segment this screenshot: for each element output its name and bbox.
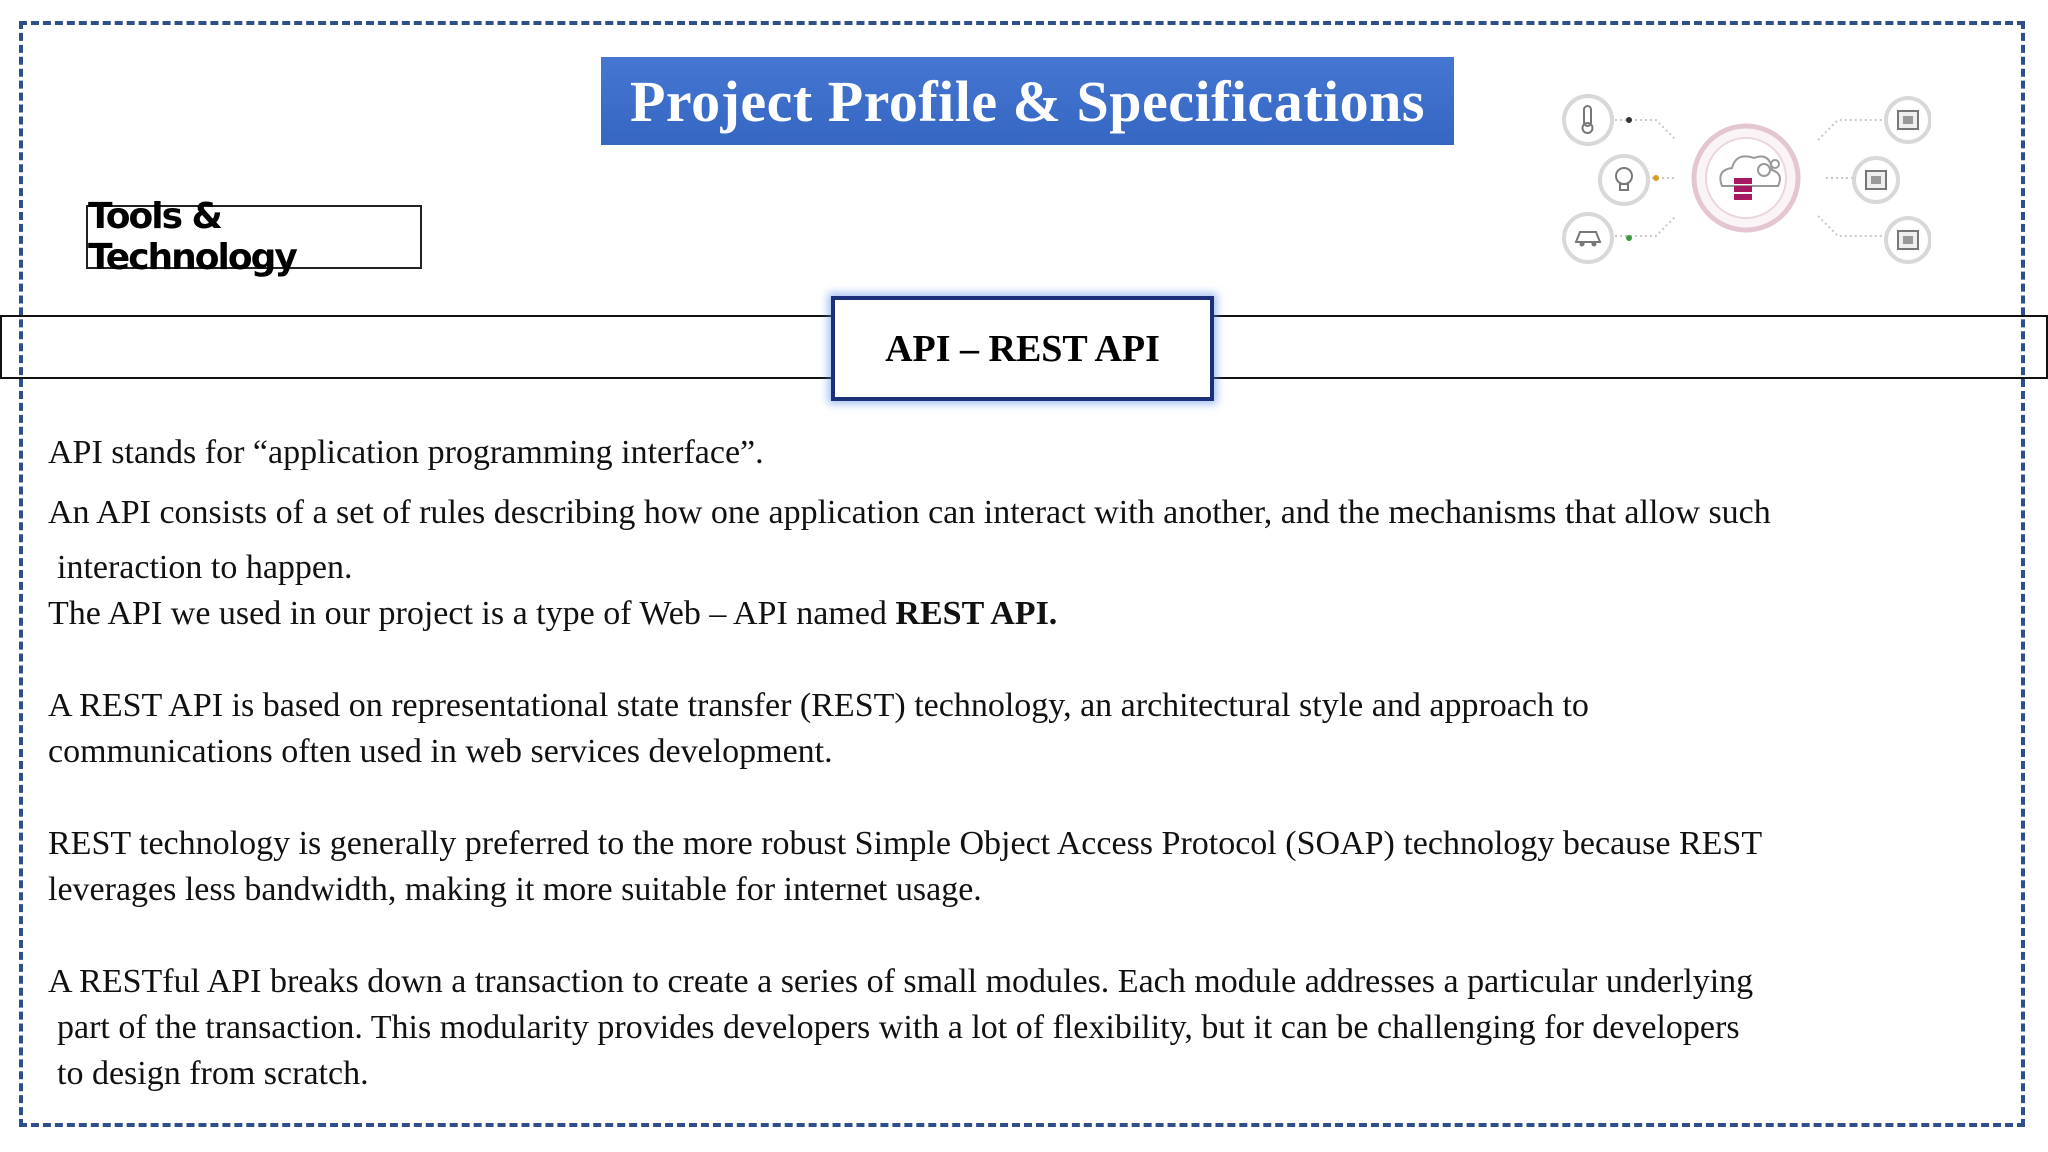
paragraph-api-rules-line1: An API consists of a set of rules describing how one application can interact with another, and the mechanisms that allow such xyxy=(48,494,1771,531)
paragraph-project-api xyxy=(48,594,1057,634)
page-title: Project Profile & Specifications xyxy=(629,68,1425,134)
car-icon xyxy=(1564,214,1632,262)
chip-icon xyxy=(1854,158,1898,202)
paragraph-soap-line2: leverages less bandwidth, making it more suitable for internet usage. xyxy=(48,871,982,908)
lightbulb-icon xyxy=(1600,156,1659,204)
title-banner xyxy=(601,57,1454,145)
paragraph-soap-line1: REST technology is generally preferred to the more robust Simple Object Access Protocol (SOAP) technology because REST xyxy=(48,825,1763,862)
section-label-box xyxy=(86,196,422,278)
cloud-server-icon xyxy=(1694,126,1798,230)
paragraph-rest-line1: A REST API is based on representational state transfer (REST) technology, an architectural style and approach to xyxy=(48,687,1589,724)
rest-api-emphasis: REST API. xyxy=(895,595,1058,632)
paragraph-restful-line2: part of the transaction. This modularity provides developers with a lot of flexibility, but it can be challenging for developers xyxy=(57,1009,1740,1046)
chip-icon xyxy=(1886,98,1930,142)
chip-icon xyxy=(1886,218,1930,262)
paragraph-project-api-text: The API we used in our project is a type of Web – API named xyxy=(48,595,896,632)
paragraph-api-rules-line2: interaction to happen. xyxy=(57,549,353,586)
paragraph-api-definition: API stands for “application programming interface”. xyxy=(48,434,764,471)
paragraph-rest-line2: communications often used in web services development. xyxy=(48,733,833,770)
paragraph-restful-line3: to design from scratch. xyxy=(57,1055,369,1092)
paragraph-restful-line1: A RESTful API breaks down a transaction to create a series of small modules. Each module addresses a particular underlying xyxy=(48,963,1754,1000)
heading-box xyxy=(831,296,1214,401)
section-label: Tools & Technology xyxy=(88,196,296,278)
section-heading: API – REST API xyxy=(885,327,1160,370)
iot-diagram xyxy=(1556,86,1931,278)
